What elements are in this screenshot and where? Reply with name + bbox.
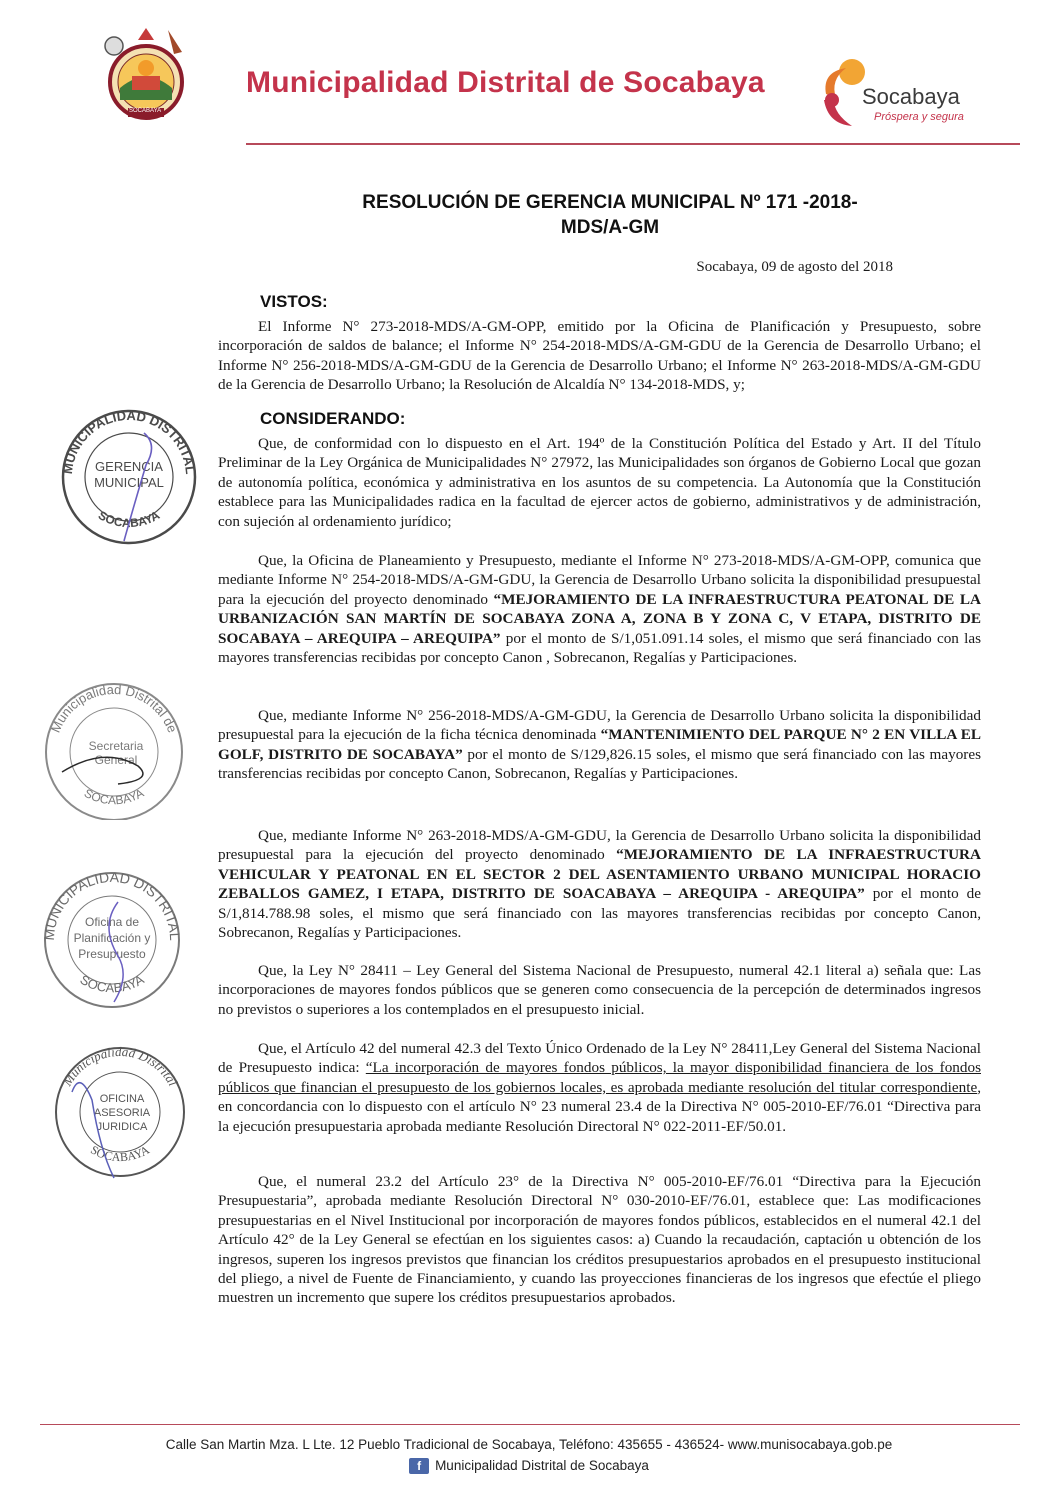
p3-text-a: Que, mediante Informe N° 256-2018-MDS/A-GM-GDU, la Gerencia de Desarrollo Urbano solicita la disponibilidad presupuestal para la ejecución de la ficha técnica denominada bbox=[218, 707, 981, 744]
considerando-paragraph-1: Que, de conformidad con lo dispuesto en el Art. 194º de la Constitución Política del Estado y Art. II del Título Preliminar de la Ley Orgánica de Municipalidades N° 27972, las Municipalidades son órganos de Gobierno Local que gozan de autonomía política, económica y administrativa en los asuntos de su competencia. La Autonomía que la Constitución establece para las Municipalidades radica en la facultad de ejercer actos de gobierno, administrativos y de administración, con sujeción al ordenamiento jurídico; bbox=[218, 435, 981, 530]
stamp3-center-1: Oficina de bbox=[84, 915, 140, 929]
vistos-paragraph: El Informe N° 273-2018-MDS/A-GM-OPP, emitido por la Oficina de Planificación y Presupuesto, sobre incorporación de saldos de balance; el Informe N° 254-2018-MDS/A-GM-GDU de la Gerencia de Desarrollo Urbano; el Informe N° 256-2018-MDS/A-GM-GDU de la Gerencia de Desarrollo Urbano; el Informe N° 263-2018-MDS/A-GM-GDU de la Gerencia de Desarrollo Urbano; la Resolución de Alcaldía N° 134-2018-MDS, y; bbox=[218, 318, 981, 394]
considerando-paragraph-2 bbox=[218, 551, 981, 667]
considerando-paragraph-7: Que, el numeral 23.2 del Artículo 23° de la Directiva N° 005-2010-EF/76.01 “Directiva para la Ejecución Presupuestaria”, aprobada mediante Resolución Directoral N° 030-2010-EF/76.01, establece que: Las modificaciones presupuestarias en el Nivel Institucional por incorporación de mayores fondos públicos, establecidos en el numeral 42.1 del Artículo 42° de la Ley General se efectúan en los siguientes casos: a) Cuando la recaudación, captación u obtención de los ingresos, superen los ingresos previstos que financian los créditos presupuestarios aprobados en el presupuesto institucional del pliego, a nivel de Fuente de Financiamiento, y cuando las proyecciones financieras de los ingresos que efectúe el pliego muestren un incremento que supere los créditos presupuestarios aprobados. bbox=[218, 1173, 981, 1307]
p4-text-c: por el monto de S/1,814.788.98 soles, el mismo que será financiado con las mayores transferencias recibidas por concepto Canon, Sobrecanon, Regalías y Participaciones. bbox=[218, 885, 981, 942]
footer-social bbox=[0, 1458, 1058, 1474]
header-divider bbox=[246, 143, 1020, 145]
stamp1-ring-text: MUNICIPALIDAD DISTRITAL bbox=[59, 407, 199, 475]
considerando-paragraph-4 bbox=[218, 826, 981, 942]
facebook-page-label: Municipalidad Distrital de Socabaya bbox=[435, 1458, 649, 1473]
brand-name: Socabaya bbox=[862, 84, 960, 109]
svg-text:SOCABAYA bbox=[82, 786, 146, 807]
footer-divider bbox=[40, 1424, 1020, 1425]
stamp4-bottom-text: SOCABAYA bbox=[88, 1142, 152, 1165]
considerando-paragraph-3 bbox=[218, 706, 981, 784]
gerencia-municipal-stamp bbox=[54, 405, 204, 545]
p2-text-a: Que, la Oficina de Planeamiento y Presupuesto, mediante el Informe N° 273-2018-MDS/A-GM-OPP, comunica que mediante Informe N° 254-2018-MDS/A-GM-GDU, la Gerencia de Desarrollo Urbano solicita la disponibilidad presupuestal para la ejecución del proyecto denominado bbox=[218, 552, 981, 608]
title-line-1: RESOLUCIÓN DE GERENCIA MUNICIPAL Nº 171 -2018- bbox=[362, 192, 858, 213]
svg-text:SOCABAYA bbox=[78, 972, 147, 996]
brand-tagline: Próspera y segura bbox=[874, 111, 964, 123]
stamp2-center-2: General bbox=[94, 753, 138, 767]
p2-text-c: por el monto de S/1,051.091.14 soles, el mismo que será financiado con las mayores transferencias recibidas por concepto Canon , Sobrecanon, Regalías y Participaciones. bbox=[218, 629, 981, 667]
resolution-title bbox=[250, 190, 970, 240]
stamp4-center-1: OFICINA bbox=[99, 1093, 145, 1105]
stamp1-bottom-text: SOCABAYA bbox=[95, 508, 163, 531]
resolution-date: Socabaya, 09 de agosto del 2018 bbox=[696, 259, 893, 275]
p3-text-c: por el monto de S/129,826.15 soles, el mismo que será financiado con las mayores transferencias recibidas por concepto Canon, Sobrecanon, Regalías y Participaciones. bbox=[218, 745, 981, 783]
stamp2-center-1: Secretaria bbox=[88, 739, 144, 753]
p4-project-name: “MEJORAMIENTO DE LA INFRAESTRUCTURA VEHICULAR Y PEATONAL EN EL SECTOR 2 DEL ASENTAMIENTO URBANO MUNICIPAL HORACIO ZEBALLOS GAMEZ, I ETAPA, DISTRITO DE SOACABAYA – AREQUIPA - AREQUIPA” bbox=[218, 846, 981, 903]
p2-project-name: “MEJORAMIENTO DE LA INFRAESTRUCTURA PEATONAL DE LA URBANIZACIÓN SAN MARTÍN DE SOCABAYA ZONA A, ZONA B Y ZONA C, V ETAPA, DISTRITO DE SOCABAYA – AREQUIPA – AREQUIPA” bbox=[218, 590, 981, 647]
stamp2-bottom-text: SOCABAYA bbox=[81, 785, 147, 808]
secretaria-general-stamp bbox=[34, 680, 194, 820]
considerando-heading: CONSIDERANDO: bbox=[260, 409, 406, 428]
stamp4-center-2: ASESORIA bbox=[93, 1107, 151, 1119]
stamp3-center-2: Planificación y bbox=[73, 931, 151, 945]
p6-text-c: , en concordancia con lo dispuesto con el artículo N° 23 numeral 23.4 de la Directiva N° 005-2010-EF/76.01 “Directiva para la ejecución presupuestaria aprobada mediante Resolución Directoral N° 022-2011-EF/50.01. bbox=[218, 1078, 981, 1135]
considerando-paragraph-5: Que, la Ley N° 28411 – Ley General del Sistema Nacional de Presupuesto, numeral 42.1 literal a) señala que: Las incorporaciones de mayores fondos públicos que se generen como consecuencia de la percepción de determinados ingresos no previstos o superiores a los contemplados en el presupuesto inicial. bbox=[218, 962, 981, 1018]
municipality-name: Municipalidad Distrital de Socabaya bbox=[246, 66, 765, 99]
p4-text-a: Que, mediante Informe N° 263-2018-MDS/A-GM-GDU, la Gerencia de Desarrollo Urbano solicita la disponibilidad presupuestal para la ejecución del proyecto denominado bbox=[218, 827, 981, 864]
p6-text-a: Que, el Artículo 42 del numeral 42.3 del Texto Único Ordenado de la Ley N° 28411,Ley General del Sistema Nacional de Presupuesto indica: bbox=[218, 1040, 981, 1077]
considerando-paragraph-6 bbox=[218, 1039, 981, 1136]
stamp3-ring-text: MUNICIPALIDAD DISTRITAL bbox=[40, 868, 184, 942]
facebook-icon: f bbox=[409, 1458, 429, 1474]
vistos-heading: VISTOS: bbox=[260, 292, 328, 311]
stamp1-center-1: GERENCIA bbox=[95, 459, 163, 474]
crest-label: SOCABAYA bbox=[129, 108, 162, 114]
svg-text:SOCABAYA bbox=[88, 1142, 152, 1164]
p3-project-name: “MANTENIMIENTO DEL PARQUE N° 2 EN VILLA EL GOLF, DISTRITO DE SOCABAYA” bbox=[218, 726, 981, 763]
title-line-2: MDS/A-GM bbox=[560, 217, 660, 238]
footer-address: Calle San Martin Mza. L Lte. 12 Pueblo Tradicional de Socabaya, Teléfono: 435655 - 436524- www.munisocabaya.gob.pe bbox=[165, 1437, 893, 1452]
svg-text:SOCABAYA bbox=[96, 508, 162, 530]
planificacion-presupuesto-stamp bbox=[38, 866, 188, 1008]
asesoria-juridica-stamp bbox=[50, 1040, 190, 1180]
stamp4-ring-text: Municipalidad Distrital bbox=[59, 1043, 181, 1089]
stamp3-center-3: Presupuesto bbox=[78, 947, 146, 961]
p6-quoted-text: “La incorporación de mayores fondos públicos, la mayor disponibilidad financiera de los fondos públicos que financian el presupuesto de los gobiernos locales, es aprobada mediante resolución del titular correspondiente bbox=[218, 1059, 981, 1096]
municipal-crest-logo bbox=[98, 22, 194, 130]
stamp2-ring-text: Municipalidad Distrital de bbox=[47, 681, 181, 735]
stamp1-center-2: MUNICIPAL bbox=[94, 475, 164, 490]
socabaya-brand-logo bbox=[818, 54, 988, 134]
stamp4-center-3: JURIDICA bbox=[96, 1121, 148, 1133]
stamp3-bottom-text: SOCABAYA bbox=[77, 971, 147, 996]
